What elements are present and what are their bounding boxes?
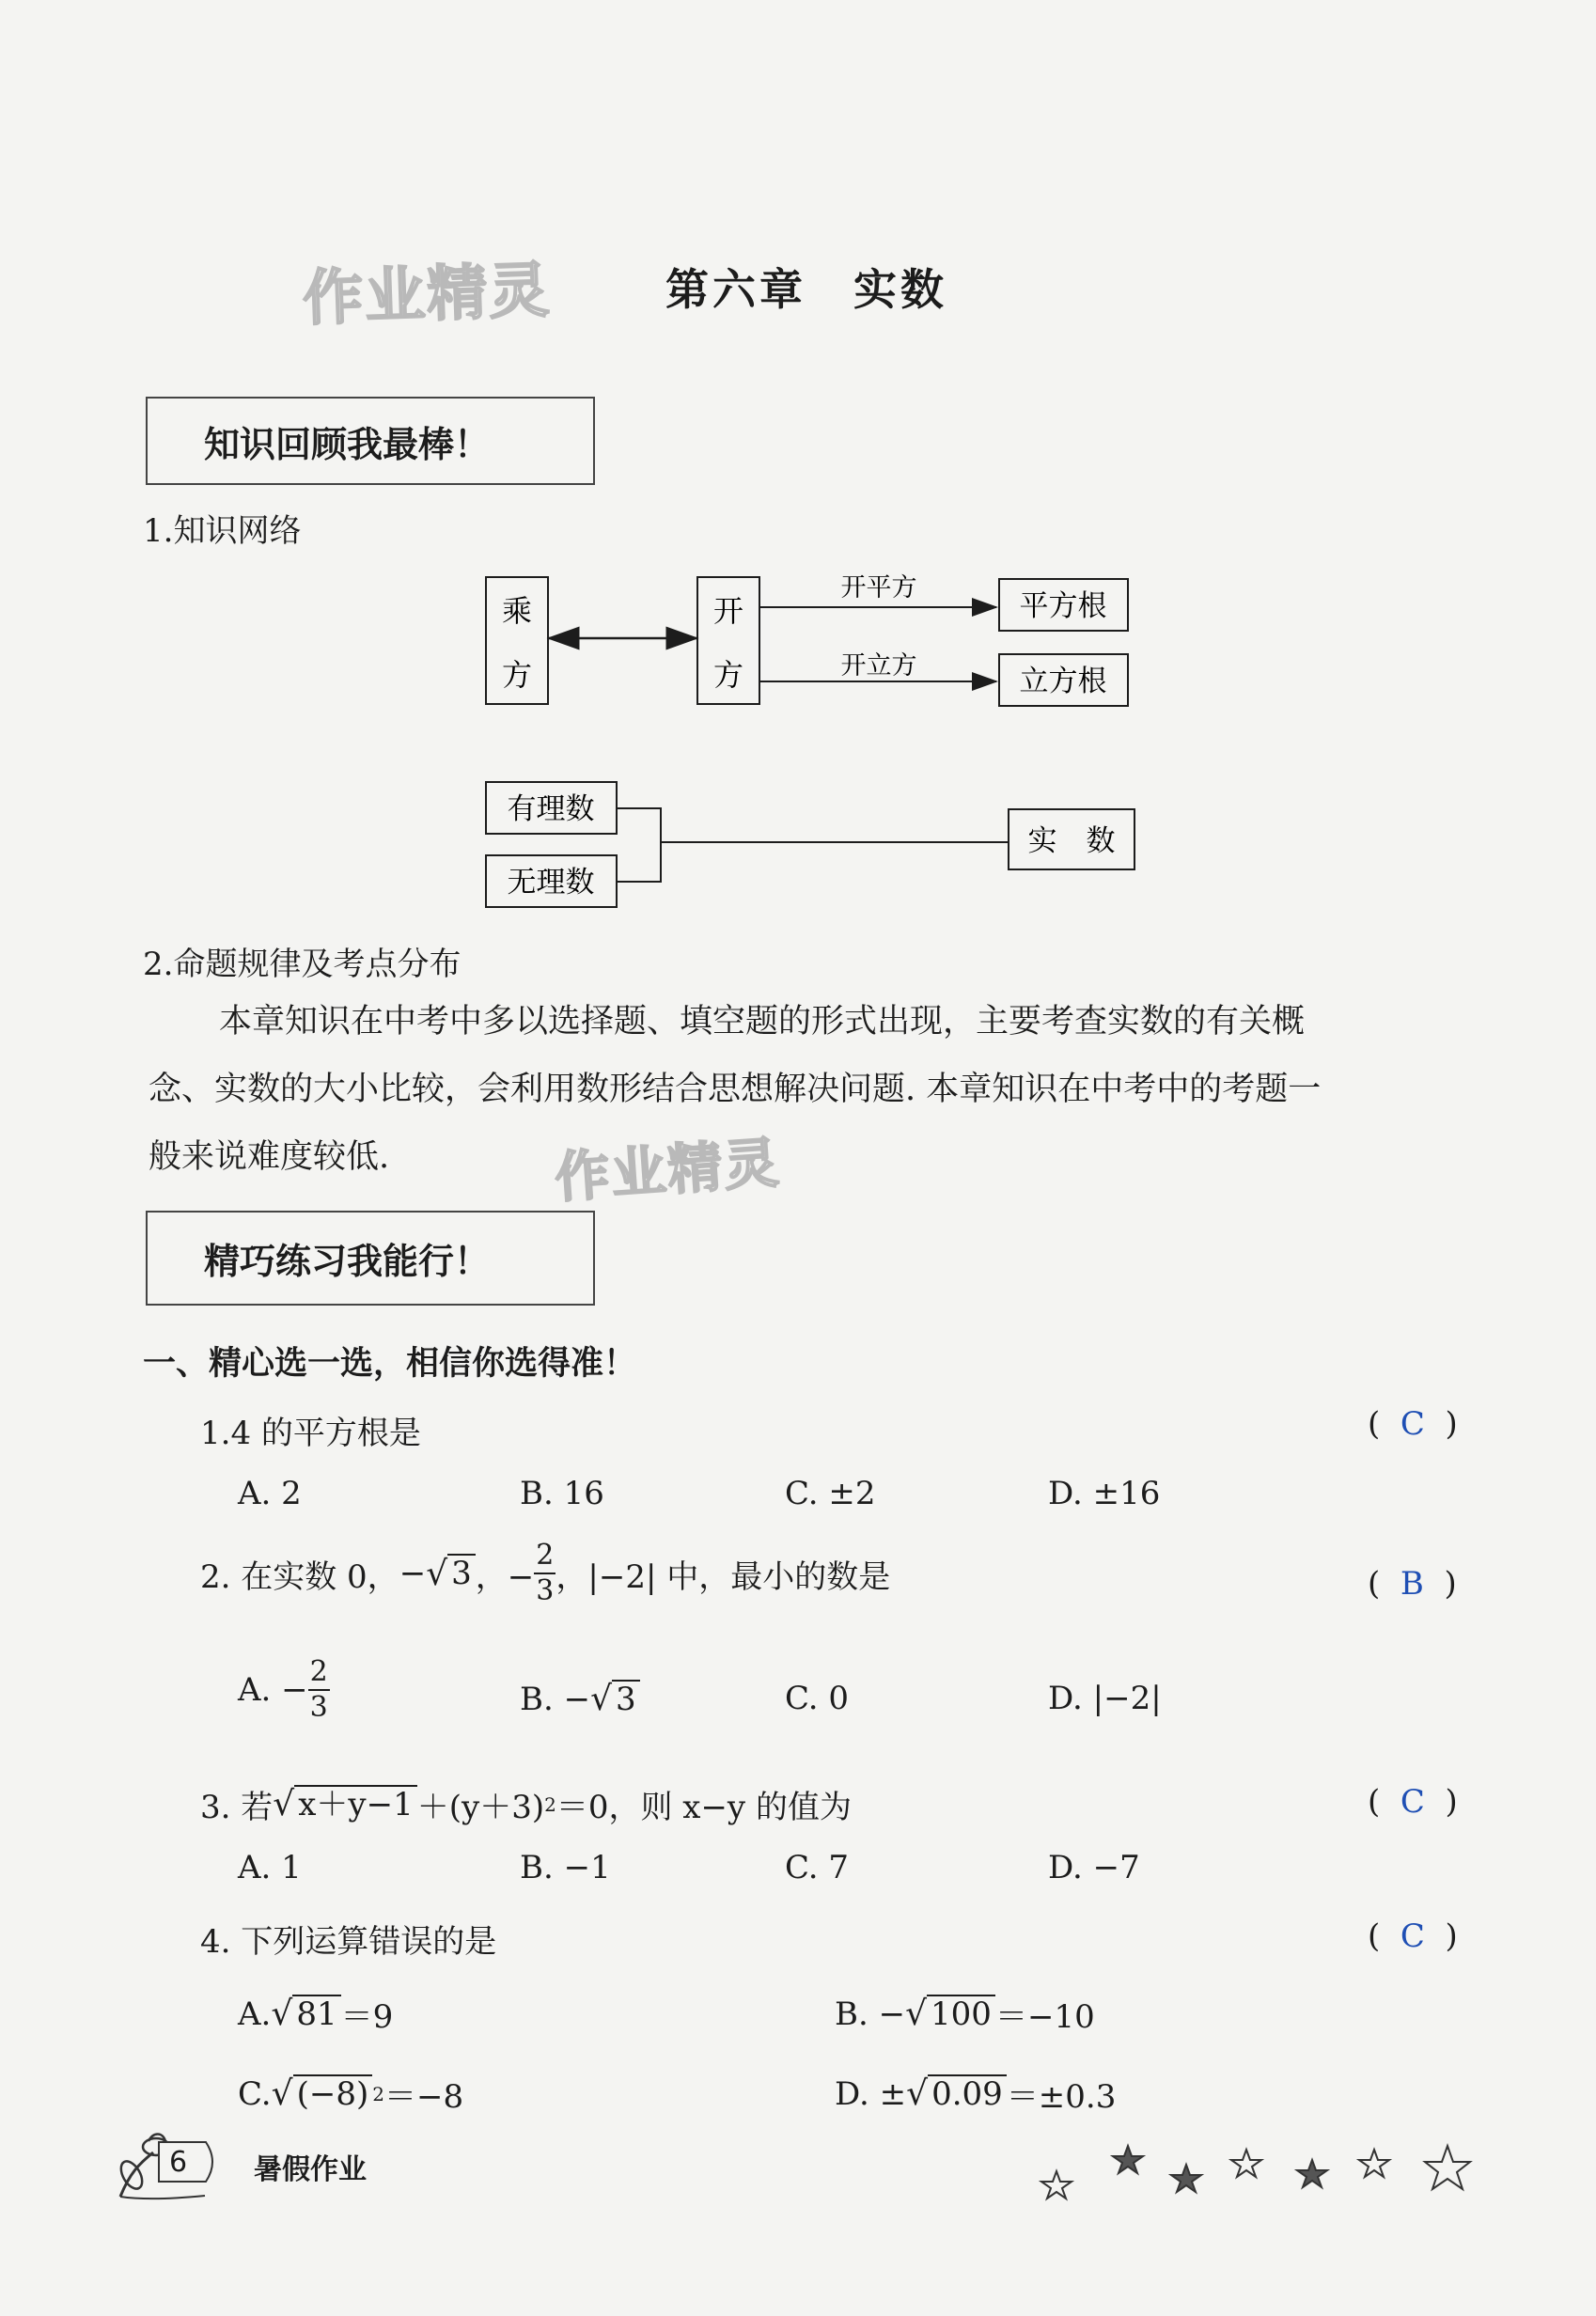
q4-option-b-prefix: B. − <box>835 1995 906 2033</box>
q2-option-a-fraction <box>308 1655 330 1724</box>
q4-option-c-exponent: 2 <box>372 2082 384 2105</box>
star-icon <box>1041 2171 1072 2199</box>
q4-option-b-sqrt: 100 <box>927 1995 995 2033</box>
exam-pattern-paragraph <box>149 988 1488 1191</box>
power-box-char1: 乘 <box>501 593 533 629</box>
q2-option-b-sqrt: 3 <box>612 1680 640 1718</box>
item-knowledge-network-title: 1.知识网络 <box>143 512 302 550</box>
paragraph-line-1: 本章知识在中考中多以选择题、填空题的形式出现，主要考查实数的有关概 <box>219 1003 1306 1041</box>
q3-answer-paren: ( C ) <box>1368 1783 1458 1821</box>
q3-stem-suffix: ＝0，则 x−y 的值为 <box>555 1789 852 1826</box>
irrational-box-label: 无理数 <box>507 866 595 900</box>
q2-fraction-den: 3 <box>536 1574 555 1607</box>
root-box-char1: 开 <box>712 593 744 629</box>
stars-decoration <box>1034 2129 1485 2204</box>
q2-sep: ，− <box>475 1557 535 1596</box>
real-number-box-label: 实 数 <box>1027 824 1116 858</box>
part1-heading: 一、精心选一选，相信你选得准！ <box>143 1345 637 1383</box>
q2-fraction <box>534 1541 555 1605</box>
q4-stem: 4. 下列运算错误的是 <box>200 1923 497 1961</box>
q4-option-a: A. √ 81 ＝9 <box>238 1991 393 2037</box>
q2-option-d: D. |−2| <box>1048 1680 1162 1717</box>
section-review-title: 知识回顾我最棒！ <box>146 397 595 485</box>
root-box-char2: 方 <box>712 657 744 693</box>
q1-stem: 1.4 的平方根是 <box>200 1415 421 1452</box>
q2-stem-suffix: ，|−2| 中，最小的数是 <box>555 1557 891 1596</box>
q4-option-a-prefix: A. <box>238 1995 272 2033</box>
section-practice-title: 精巧练习我能行！ <box>146 1211 595 1306</box>
q4-option-d-result: ＝±0.3 <box>1006 2078 1117 2116</box>
watermark-middle: 作业精灵 <box>553 1130 783 1211</box>
star-icon <box>1297 2160 1327 2187</box>
footer-label: 暑假作业 <box>254 2153 367 2186</box>
q4-option-c-result: ＝−8 <box>383 2078 464 2116</box>
chapter-title: 第六章 实数 <box>665 264 947 315</box>
star-icon <box>1359 2150 1389 2177</box>
q2-option-b: B. − √ 3 <box>520 1680 640 1718</box>
q2-stem-prefix: 2. 在实数 0， <box>200 1557 399 1596</box>
q2-minus: − <box>399 1555 427 1592</box>
knowledge-network-diagram <box>0 0 1596 940</box>
q3-sqrt-expr: x＋y−1 <box>294 1785 417 1823</box>
star-icon <box>1425 2146 1470 2189</box>
q4-answer: C <box>1400 1917 1425 1955</box>
cube-root-box-label: 立方根 <box>1019 665 1107 698</box>
q4-option-d: D. ± √ 0.09 ＝±0.3 <box>835 2071 1116 2117</box>
q2-fraction-num: 2 <box>534 1541 555 1574</box>
item-exam-pattern-title: 2.命题规律及考点分布 <box>143 946 462 983</box>
page-number: 6 <box>169 2146 188 2179</box>
q2-option-c: C. 0 <box>785 1680 850 1717</box>
q4-answer-paren: ( C ) <box>1368 1917 1458 1955</box>
q4-option-a-result: ＝9 <box>340 1998 394 2036</box>
q1-answer-paren: ( C ) <box>1368 1405 1458 1443</box>
q3-option-d: D. −7 <box>1048 1849 1140 1886</box>
q2-option-b-prefix: B. − <box>520 1680 591 1718</box>
watermark-top: 作业精灵 <box>301 256 553 335</box>
q2-option-a-prefix: A. − <box>238 1671 308 1709</box>
q1-option-c: C. ±2 <box>785 1475 876 1512</box>
q4-option-d-prefix: D. ± <box>835 2074 907 2113</box>
q4-option-c-sqrt: (−8) <box>293 2074 373 2113</box>
q1-answer: C <box>1400 1405 1425 1443</box>
q1-option-d: D. ±16 <box>1048 1475 1161 1512</box>
q4-option-d-sqrt: 0.09 <box>928 2074 1007 2113</box>
q1-option-a: A. 2 <box>238 1475 302 1512</box>
q2-option-a-den: 3 <box>309 1691 328 1724</box>
rational-box-label: 有理数 <box>507 792 595 826</box>
q4-option-b-result: ＝−10 <box>994 1998 1095 2036</box>
q1-option-b: B. 16 <box>520 1475 604 1512</box>
paragraph-line-2: 念、实数的大小比较，会利用数形结合思想解决问题. 本章知识在中考中的考题一 <box>149 1071 1322 1108</box>
q2-answer-paren: ( B ) <box>1368 1565 1457 1603</box>
star-icon <box>1231 2150 1261 2177</box>
square-root-arrow-label: 开平方 <box>840 573 917 602</box>
q3-exponent: 2 <box>544 1792 556 1816</box>
q2-answer: B <box>1400 1565 1424 1603</box>
square-root-box-label: 平方根 <box>1019 589 1107 623</box>
q2-option-a <box>238 1655 330 1724</box>
power-box-char2: 方 <box>501 657 533 693</box>
q3-stem: 3. 若 √ x＋y−1 ＋(y＋3) 2 ＝0，则 x−y 的值为 <box>200 1781 852 1827</box>
q3-option-a: A. 1 <box>238 1849 302 1886</box>
q4-option-c: C. √ (−8) 2 ＝−8 <box>238 2071 463 2117</box>
q2-option-a-num: 2 <box>308 1658 330 1691</box>
q3-option-c: C. 7 <box>785 1849 850 1886</box>
q4-option-a-sqrt: 81 <box>292 1995 340 2033</box>
paragraph-line-3: 般来说难度较低. <box>149 1138 390 1176</box>
real-number-bracket <box>618 808 1008 882</box>
q3-stem-prefix: 3. 若 <box>200 1789 274 1826</box>
q4-option-c-prefix: C. <box>238 2074 272 2113</box>
cube-root-arrow-label: 开立方 <box>840 651 917 681</box>
q2-sqrt3: 3 <box>447 1554 476 1592</box>
q4-option-b: B. − √ 100 ＝−10 <box>835 1991 1095 2037</box>
q3-option-b: B. −1 <box>520 1849 611 1886</box>
q2-stem: 2. 在实数 0， − √ 3 ，− $\frac{2}{3}$ ，|−2| 中，最小的数是 <box>200 1539 891 1607</box>
q3-square-term: ＋(y＋3) <box>416 1789 545 1826</box>
star-icon <box>1171 2165 1201 2192</box>
q3-answer: C <box>1400 1783 1425 1821</box>
star-icon <box>1113 2146 1143 2173</box>
